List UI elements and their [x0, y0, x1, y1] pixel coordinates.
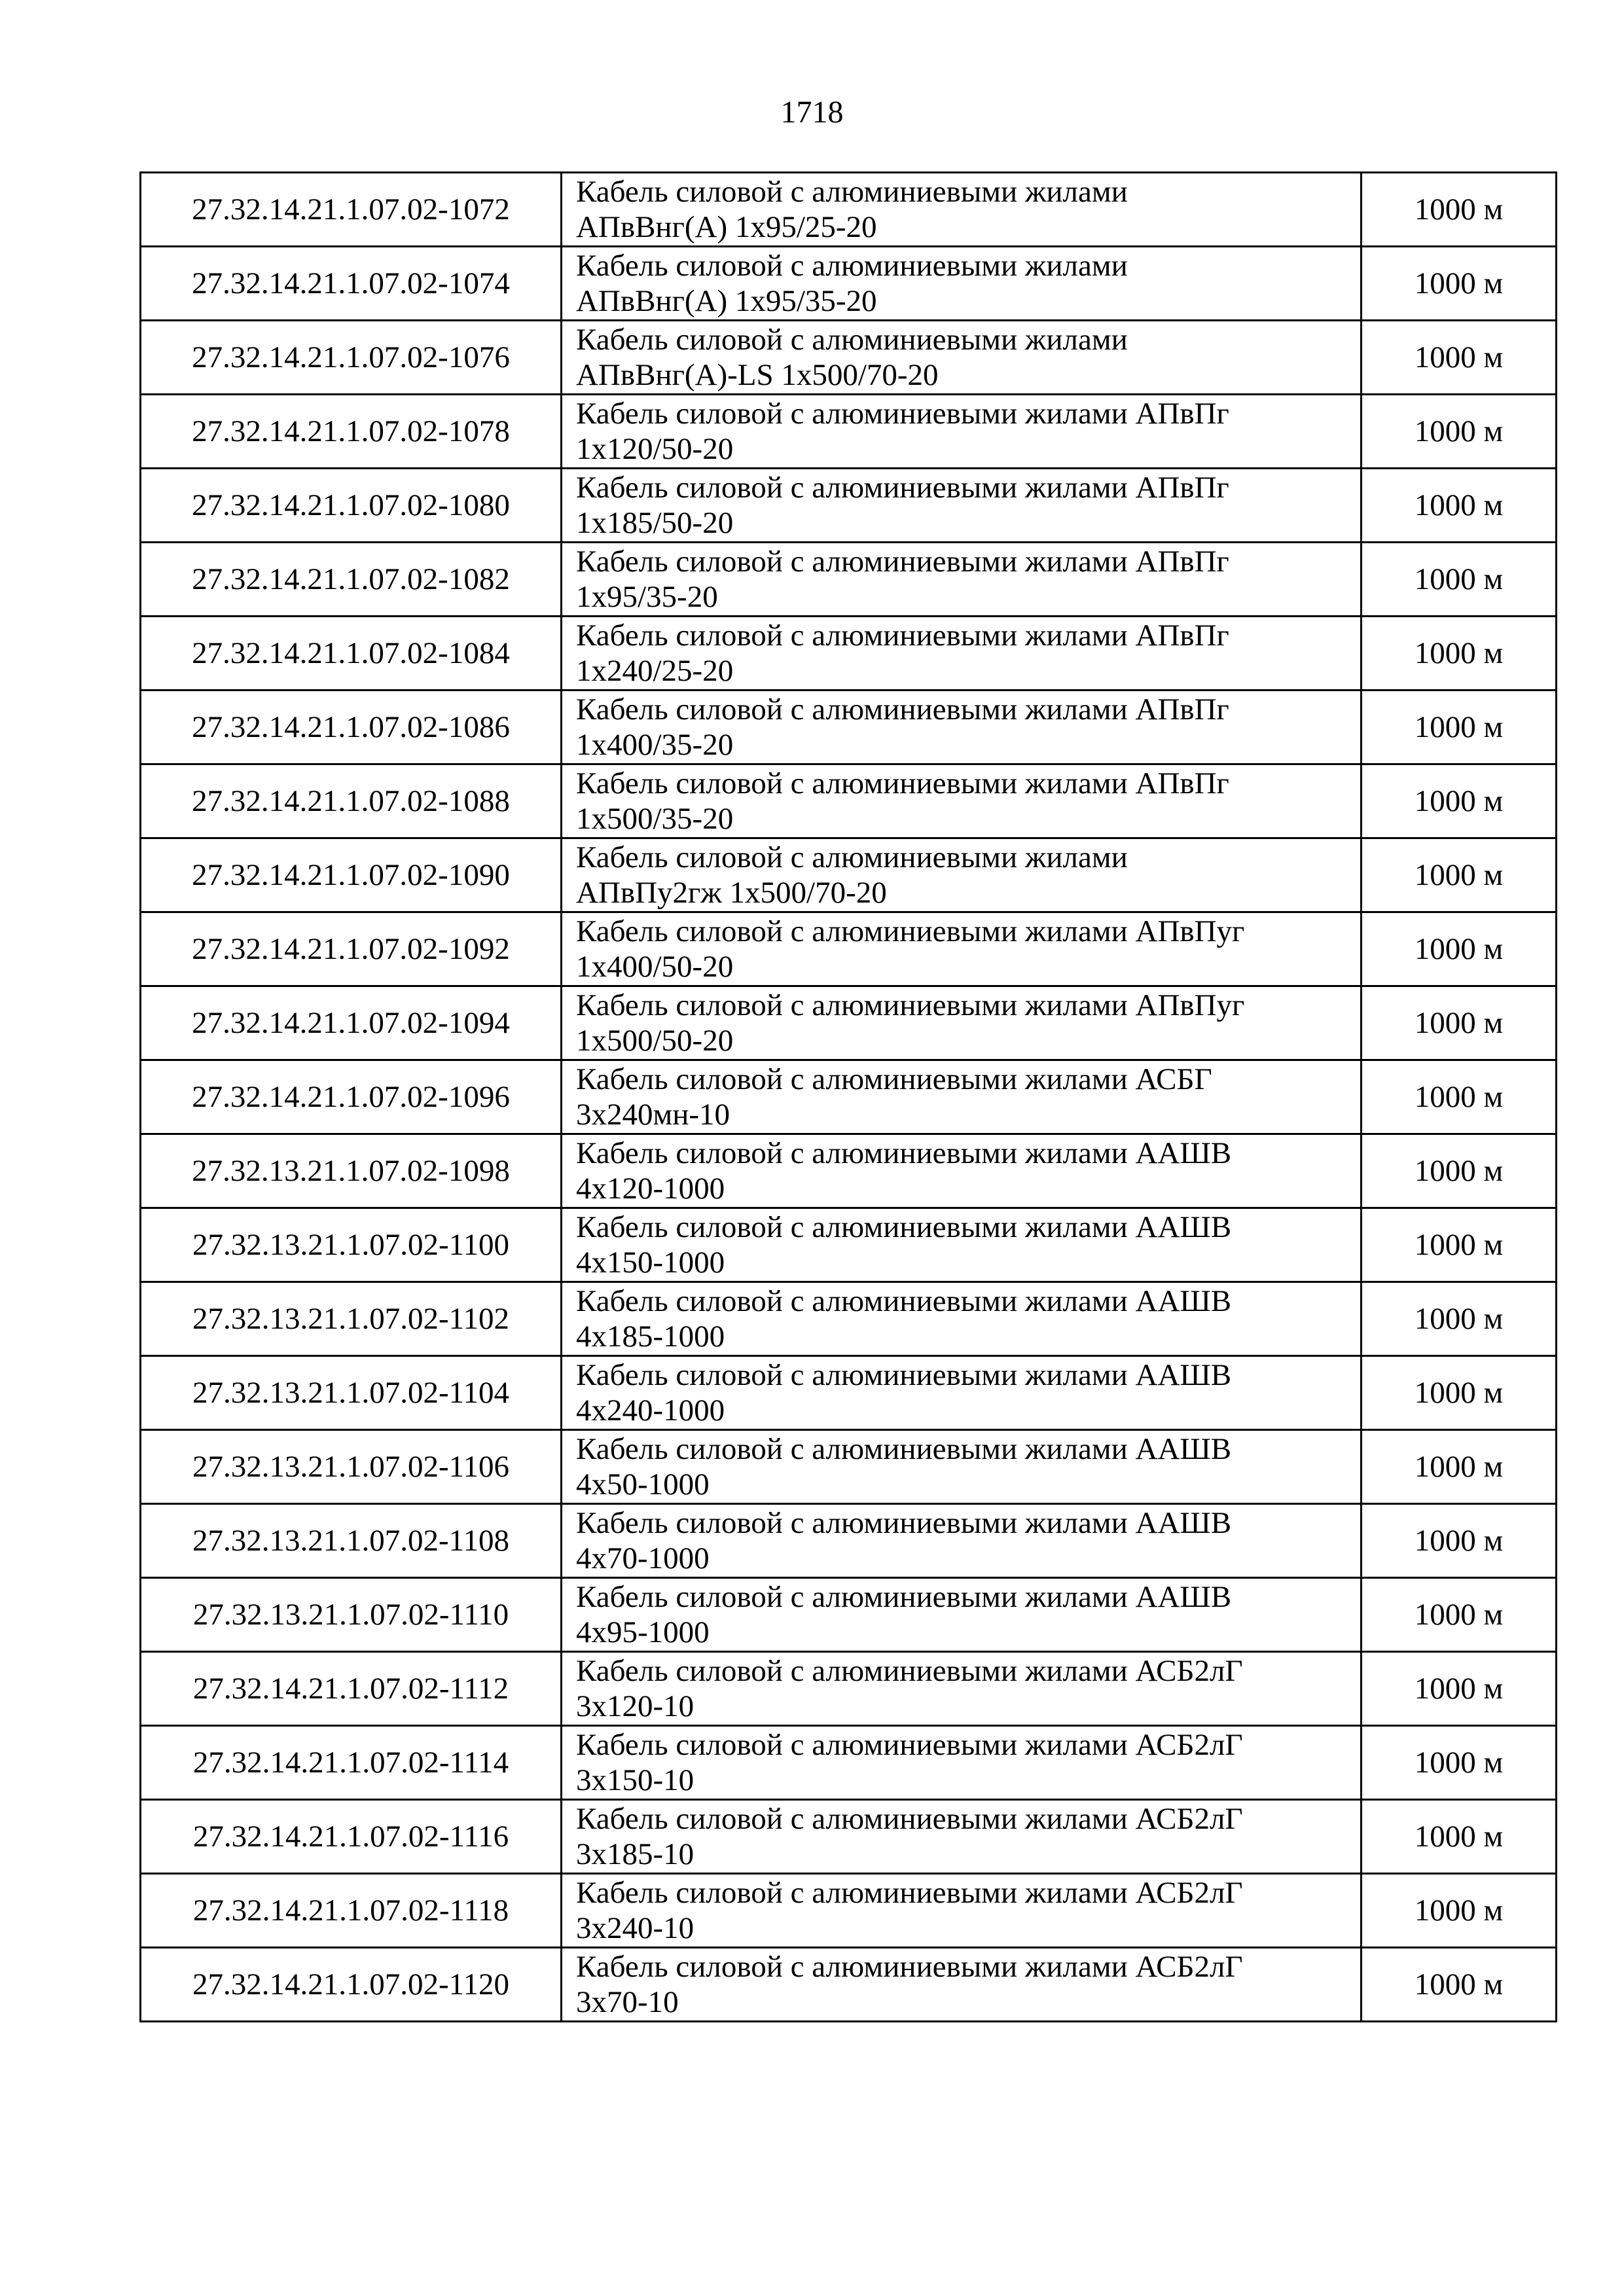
table-row	[141, 1726, 1557, 1800]
item-code-cell: 27.32.14.21.1.07.02-1096	[141, 1060, 562, 1134]
table-row	[141, 986, 1557, 1060]
table-row	[141, 395, 1557, 469]
table-row	[141, 543, 1557, 617]
item-name-line-1: Кабель силовой с алюминиевыми жилами АПвПг	[576, 692, 1229, 726]
page-number: 1718	[780, 95, 844, 130]
item-code-cell: 27.32.14.21.1.07.02-1094	[141, 986, 562, 1060]
item-unit-cell: 1000 м	[1362, 1800, 1557, 1874]
item-name-cell	[562, 247, 1362, 321]
item-name-line-1: Кабель силовой с алюминиевыми жилами	[576, 323, 1128, 357]
item-name-line-2: 1х500/35-20	[576, 802, 734, 836]
table-row	[141, 1652, 1557, 1726]
table-row	[141, 1282, 1557, 1356]
item-unit-cell: 1000 м	[1362, 838, 1557, 912]
item-unit-cell: 1000 м	[1362, 1948, 1557, 2022]
item-code-cell: 27.32.14.21.1.07.02-1092	[141, 912, 562, 986]
item-name-line-1: Кабель силовой с алюминиевыми жилами ААШВ	[576, 1432, 1232, 1466]
table-row	[141, 838, 1557, 912]
item-code-cell: 27.32.14.21.1.07.02-1086	[141, 691, 562, 764]
item-unit-cell: 1000 м	[1362, 1726, 1557, 1800]
item-name-cell	[562, 395, 1362, 469]
item-code-cell: 27.32.14.21.1.07.02-1072	[141, 173, 562, 247]
item-unit-cell: 1000 м	[1362, 986, 1557, 1060]
item-code-cell: 27.32.13.21.1.07.02-1104	[141, 1356, 562, 1430]
item-unit-cell: 1000 м	[1362, 1356, 1557, 1430]
item-unit-cell: 1000 м	[1362, 1134, 1557, 1208]
item-code-cell: 27.32.13.21.1.07.02-1102	[141, 1282, 562, 1356]
item-name-line-1: Кабель силовой с алюминиевыми жилами АПвПуг	[576, 988, 1245, 1022]
item-code-cell: 27.32.14.21.1.07.02-1114	[141, 1726, 562, 1800]
item-code-cell: 27.32.14.21.1.07.02-1090	[141, 838, 562, 912]
item-name-cell	[562, 1282, 1362, 1356]
item-name-cell	[562, 617, 1362, 691]
item-name-line-2: 1х500/50-20	[576, 1024, 734, 1058]
item-name-line-2: 3х70-10	[576, 1985, 679, 2019]
table-row	[141, 912, 1557, 986]
item-name-line-2: 4х70-1000	[576, 1541, 710, 1575]
table-row	[141, 1504, 1557, 1578]
item-unit-cell: 1000 м	[1362, 1578, 1557, 1652]
item-name-cell	[562, 1948, 1362, 2022]
item-name-line-1: Кабель силовой с алюминиевыми жилами	[576, 175, 1128, 209]
item-name-line-2: 4х95-1000	[576, 1615, 710, 1649]
item-name-line-1: Кабель силовой с алюминиевыми жилами АПвПг	[576, 545, 1229, 579]
table-row	[141, 1430, 1557, 1504]
table-row	[141, 1060, 1557, 1134]
table-row	[141, 469, 1557, 543]
item-code-cell: 27.32.14.21.1.07.02-1116	[141, 1800, 562, 1874]
item-name-line-1: Кабель силовой с алюминиевыми жилами АСБ2лГ	[576, 1876, 1243, 1910]
item-code-cell: 27.32.14.21.1.07.02-1082	[141, 543, 562, 617]
item-name-cell	[562, 1800, 1362, 1874]
item-name-cell	[562, 1726, 1362, 1800]
item-unit-cell: 1000 м	[1362, 1060, 1557, 1134]
item-name-cell	[562, 1874, 1362, 1948]
item-unit-cell: 1000 м	[1362, 469, 1557, 543]
item-code-cell: 27.32.14.21.1.07.02-1112	[141, 1652, 562, 1726]
table-row	[141, 764, 1557, 838]
item-name-line-1: Кабель силовой с алюминиевыми жилами ААШВ	[576, 1580, 1232, 1614]
item-code-cell: 27.32.13.21.1.07.02-1098	[141, 1134, 562, 1208]
item-name-line-2: 4х240-1000	[576, 1393, 725, 1427]
item-name-cell	[562, 1356, 1362, 1430]
item-name-line-2: 1х400/50-20	[576, 950, 734, 984]
item-name-cell	[562, 691, 1362, 764]
item-name-cell	[562, 1060, 1362, 1134]
item-name-line-1: Кабель силовой с алюминиевыми жилами ААШВ	[576, 1506, 1232, 1540]
item-name-line-2: АПвПу2гж 1х500/70-20	[576, 876, 887, 910]
item-name-line-1: Кабель силовой с алюминиевыми жилами АПвПг	[576, 766, 1229, 800]
item-code-cell: 27.32.13.21.1.07.02-1108	[141, 1504, 562, 1578]
catalog-table-body	[141, 173, 1557, 2022]
item-name-line-2: АПвВнг(А)-LS 1х500/70-20	[576, 358, 939, 392]
item-code-cell: 27.32.14.21.1.07.02-1080	[141, 469, 562, 543]
item-name-line-2: 3х120-10	[576, 1689, 695, 1723]
item-name-line-2: 3х240мн-10	[576, 1098, 731, 1132]
table-row	[141, 1134, 1557, 1208]
item-name-line-1: Кабель силовой с алюминиевыми жилами ААШВ	[576, 1210, 1232, 1244]
item-unit-cell: 1000 м	[1362, 764, 1557, 838]
item-name-cell	[562, 1430, 1362, 1504]
catalog-table	[139, 171, 1557, 2022]
item-name-line-1: Кабель силовой с алюминиевыми жилами АСБГ	[576, 1062, 1212, 1096]
item-name-line-2: 4х120-1000	[576, 1172, 725, 1206]
table-row	[141, 1208, 1557, 1282]
item-name-line-2: 3х240-10	[576, 1911, 695, 1945]
item-name-line-1: Кабель силовой с алюминиевыми жилами ААШВ	[576, 1358, 1232, 1392]
item-unit-cell: 1000 м	[1362, 691, 1557, 764]
item-name-cell	[562, 1578, 1362, 1652]
table-row	[141, 1578, 1557, 1652]
item-name-line-2: 3х185-10	[576, 1837, 695, 1871]
item-unit-cell: 1000 м	[1362, 1282, 1557, 1356]
item-code-cell: 27.32.14.21.1.07.02-1088	[141, 764, 562, 838]
item-name-cell	[562, 764, 1362, 838]
item-unit-cell: 1000 м	[1362, 1874, 1557, 1948]
item-name-line-2: 1х120/50-20	[576, 432, 734, 466]
item-name-line-2: 1х95/35-20	[576, 580, 718, 614]
item-name-cell	[562, 321, 1362, 395]
item-name-line-2: 1х185/50-20	[576, 506, 734, 540]
item-code-cell: 27.32.13.21.1.07.02-1100	[141, 1208, 562, 1282]
item-name-line-2: 4х150-1000	[576, 1246, 725, 1280]
item-name-cell	[562, 469, 1362, 543]
item-name-line-2: 1х400/35-20	[576, 728, 734, 762]
item-code-cell: 27.32.14.21.1.07.02-1076	[141, 321, 562, 395]
item-unit-cell: 1000 м	[1362, 247, 1557, 321]
table-row	[141, 1948, 1557, 2022]
item-unit-cell: 1000 м	[1362, 1504, 1557, 1578]
item-code-cell: 27.32.13.21.1.07.02-1106	[141, 1430, 562, 1504]
item-name-cell	[562, 173, 1362, 247]
item-name-cell	[562, 1208, 1362, 1282]
table-row	[141, 691, 1557, 764]
item-name-line-1: Кабель силовой с алюминиевыми жилами АСБ2лГ	[576, 1802, 1243, 1836]
item-name-line-2: 3х150-10	[576, 1763, 695, 1797]
table-row	[141, 1800, 1557, 1874]
item-unit-cell: 1000 м	[1362, 617, 1557, 691]
table-row	[141, 617, 1557, 691]
item-name-line-2: 4х50-1000	[576, 1467, 710, 1501]
table-row	[141, 321, 1557, 395]
item-unit-cell: 1000 м	[1362, 173, 1557, 247]
item-code-cell: 27.32.14.21.1.07.02-1078	[141, 395, 562, 469]
item-name-cell	[562, 1652, 1362, 1726]
item-unit-cell: 1000 м	[1362, 321, 1557, 395]
item-name-line-1: Кабель силовой с алюминиевыми жилами	[576, 249, 1128, 283]
item-name-line-1: Кабель силовой с алюминиевыми жилами АСБ2лГ	[576, 1950, 1243, 1984]
item-name-cell	[562, 1134, 1362, 1208]
item-name-line-2: 4х185-1000	[576, 1319, 725, 1354]
item-name-line-1: Кабель силовой с алюминиевыми жилами АПвПг	[576, 397, 1229, 431]
item-unit-cell: 1000 м	[1362, 1652, 1557, 1726]
item-name-line-1: Кабель силовой с алюминиевыми жилами АСБ2лГ	[576, 1654, 1243, 1688]
item-unit-cell: 1000 м	[1362, 1208, 1557, 1282]
item-name-line-1: Кабель силовой с алюминиевыми жилами АПвПг	[576, 619, 1229, 653]
item-name-line-1: Кабель силовой с алюминиевыми жилами ААШВ	[576, 1136, 1232, 1170]
item-code-cell: 27.32.14.21.1.07.02-1084	[141, 617, 562, 691]
item-name-line-2: АПвВнг(А) 1х95/25-20	[576, 210, 877, 244]
table-row	[141, 247, 1557, 321]
item-name-line-1: Кабель силовой с алюминиевыми жилами	[576, 840, 1128, 874]
item-unit-cell: 1000 м	[1362, 543, 1557, 617]
item-name-cell	[562, 543, 1362, 617]
item-unit-cell: 1000 м	[1362, 1430, 1557, 1504]
item-name-line-2: АПвВнг(А) 1х95/35-20	[576, 284, 877, 318]
item-name-cell	[562, 838, 1362, 912]
item-name-cell	[562, 1504, 1362, 1578]
item-code-cell: 27.32.13.21.1.07.02-1110	[141, 1578, 562, 1652]
item-name-line-1: Кабель силовой с алюминиевыми жилами ААШВ	[576, 1284, 1232, 1318]
item-name-cell	[562, 986, 1362, 1060]
item-unit-cell: 1000 м	[1362, 395, 1557, 469]
item-code-cell: 27.32.14.21.1.07.02-1118	[141, 1874, 562, 1948]
item-name-line-1: Кабель силовой с алюминиевыми жилами АПвПг	[576, 471, 1229, 505]
item-code-cell: 27.32.14.21.1.07.02-1120	[141, 1948, 562, 2022]
table-row	[141, 1874, 1557, 1948]
table-row	[141, 1356, 1557, 1430]
item-name-line-2: 1х240/25-20	[576, 654, 734, 688]
item-code-cell: 27.32.14.21.1.07.02-1074	[141, 247, 562, 321]
item-name-cell	[562, 912, 1362, 986]
item-name-line-1: Кабель силовой с алюминиевыми жилами АСБ2лГ	[576, 1728, 1243, 1762]
table-row	[141, 173, 1557, 247]
item-unit-cell: 1000 м	[1362, 912, 1557, 986]
item-name-line-1: Кабель силовой с алюминиевыми жилами АПвПуг	[576, 914, 1245, 948]
